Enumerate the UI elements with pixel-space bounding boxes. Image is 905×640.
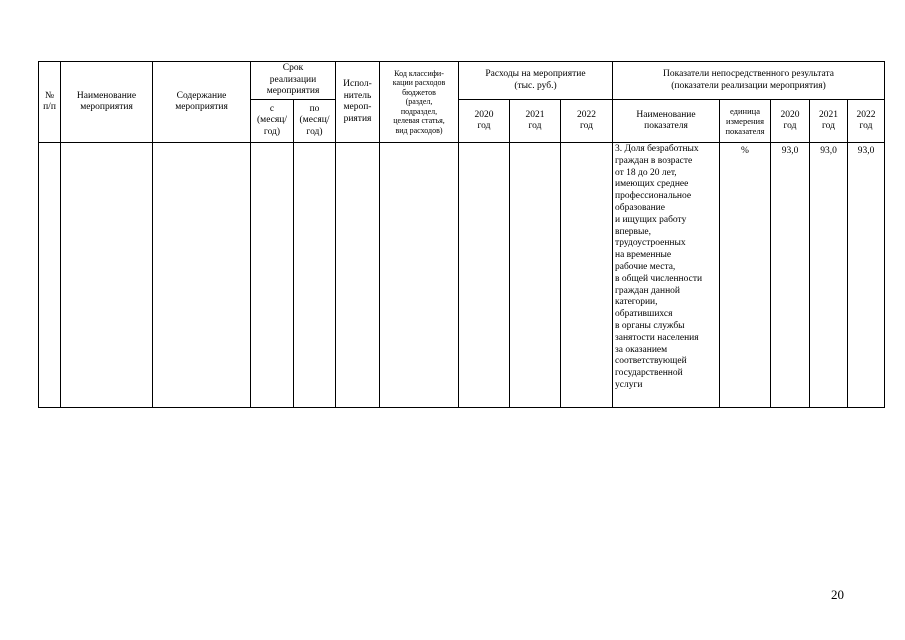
measures-table bbox=[38, 61, 885, 408]
cell-unit: % bbox=[720, 143, 771, 408]
header-exp-2022: 2022 год bbox=[561, 100, 613, 143]
header-content: Содержание мероприятия bbox=[153, 62, 251, 143]
header-unit: единица измерения показателя bbox=[720, 100, 771, 143]
cell-content bbox=[153, 143, 251, 408]
header-res-2022: 2022 год bbox=[848, 100, 885, 143]
cell-value-2022: 93,0 bbox=[848, 143, 885, 408]
cell-exp-2021 bbox=[510, 143, 561, 408]
cell-num bbox=[39, 143, 61, 408]
cell-term-from bbox=[251, 143, 294, 408]
header-num: № п/п bbox=[39, 62, 61, 143]
header-term-to: по (месяц/ год) bbox=[294, 100, 336, 143]
cell-executor bbox=[336, 143, 380, 408]
header-exp-2021: 2021 год bbox=[510, 100, 561, 143]
page-number: 20 bbox=[831, 587, 844, 602]
header-indicator-name: Наименование показателя bbox=[613, 100, 720, 143]
cell-value-2020: 93,0 bbox=[771, 143, 810, 408]
header-exp-2020: 2020 год bbox=[459, 100, 510, 143]
cell-name bbox=[61, 143, 153, 408]
cell-value-2021: 93,0 bbox=[810, 143, 848, 408]
header-name: Наименование мероприятия bbox=[61, 62, 153, 143]
header-expenses: Расходы на мероприятие (тыс. руб.) bbox=[459, 62, 613, 100]
cell-indicator-name: 3. Доля безработных граждан в возрасте от 18 до 20 лет, имеющих среднее профессиональное образование и ищущих работу впервые, трудоустроенных на временные рабочие места, в общей численности граждан данной категории, обратившихся в органы службы занятости населения за оказанием соответствующей государственной услуги bbox=[613, 143, 720, 408]
header-term: Срок реализации мероприятия bbox=[251, 62, 336, 100]
header-results: Показатели непосредственного результата (показатели реализации мероприятия) bbox=[613, 62, 885, 100]
header-budget-code: Код классифи- кации расходов бюджетов (раздел, подраздел, целевая статья, вид расходов) bbox=[380, 62, 459, 143]
header-res-2020: 2020 год bbox=[771, 100, 810, 143]
cell-budget-code bbox=[380, 143, 459, 408]
cell-exp-2020 bbox=[459, 143, 510, 408]
header-term-from: с (месяц/ год) bbox=[251, 100, 294, 143]
cell-exp-2022 bbox=[561, 143, 613, 408]
table-row bbox=[39, 143, 885, 408]
cell-term-to bbox=[294, 143, 336, 408]
header-executor: Испол- нитель мероп- риятия bbox=[336, 62, 380, 143]
header-res-2021: 2021 год bbox=[810, 100, 848, 143]
